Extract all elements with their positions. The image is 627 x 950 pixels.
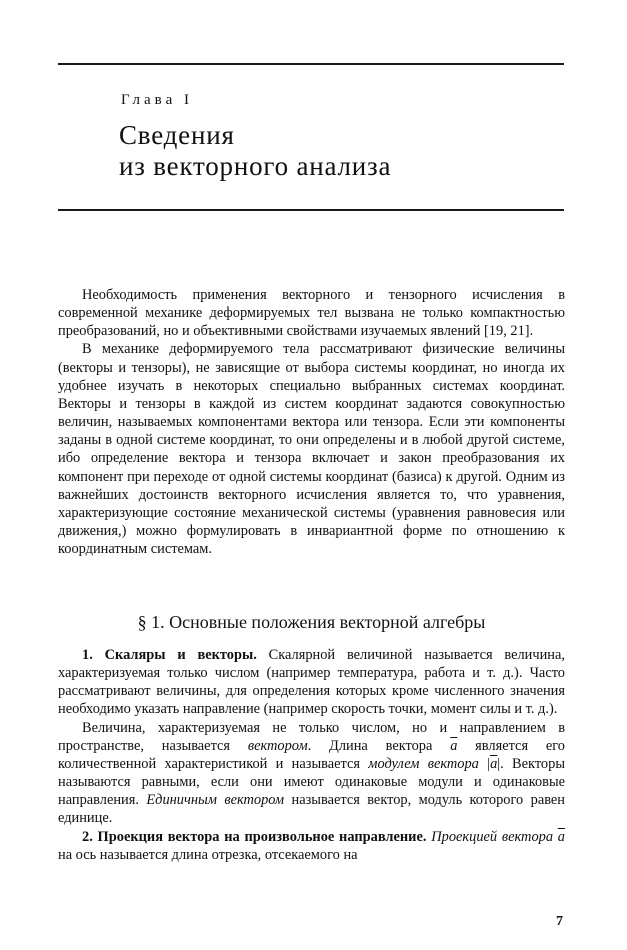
vector-a-symbol: $\overline{a}$ <box>557 828 565 845</box>
section-body <box>58 646 565 864</box>
term-unit-vector: Единичным вектором <box>146 792 285 809</box>
item-2-text: на ось называется длина отрезка, отсекаемого на <box>58 846 358 863</box>
vector-definition-paragraph <box>58 719 565 828</box>
chapter-title <box>119 120 391 182</box>
section-heading: § 1. Основные положения векторной алгебры <box>137 612 486 632</box>
chapter-title-line2: из векторного анализа <box>119 151 392 181</box>
item-1-paragraph <box>58 646 565 719</box>
term-module: модулем вектора <box>368 755 479 772</box>
chapter-title-line1: Сведения <box>119 120 235 150</box>
vector-a-symbol: $\overline{a}$ <box>450 737 458 754</box>
item-1-title: 1. Скаляры и векторы. <box>82 647 257 663</box>
intro-paragraph-1: Необходимость применения векторного и тензорного исчисления в современной механике деформируемых тел вызвана не только компактностью преобразований, но и объективными свойствами изучаемых явлений [19, 21]. <box>58 287 565 340</box>
text-span: называется вектор, модуль которого равен единице. <box>58 792 566 827</box>
item-2-title: 2. Проекция вектора на произвольное направление. <box>82 828 427 845</box>
text-span: |. Векторы называются равными, если они имеют одинаковые модули и одинаковые направления. <box>58 755 565 809</box>
text-span: | <box>478 755 491 772</box>
term-projection: Проекцией вектора <box>426 828 558 845</box>
intro-paragraph-2: В механике деформируемого тела рассматривают физические величины (векторы и тензоры), не зависящие от выбора системы координат, но иногда их удобнее изучать в некоторых специально выбранных системах координат. Векторы и тензоры в каждой из систем координат задаются совокупностью величин, называемых компонентами вектора или тензора. Если эти компоненты заданы в одной системе координат, то они определены и в любой другой системе, ибо определение вектора и тензора включает и закон преобразования их компонент при переходе от одной системы координат (базиса) к другой. Одним из важнейших достоинств векторного исчисления является то, что уравнения, характеризующие состояние механической системы (уравнения равновесия или движения,) можно формулировать в инвариантной форме по отношению к координатным системам. <box>58 341 565 558</box>
chapter-label: Глава I <box>121 92 193 108</box>
text-span: . Длина вектора <box>307 737 451 754</box>
vector-a-symbol: $\overline{a}$ <box>490 755 498 772</box>
item-2-paragraph <box>58 828 565 864</box>
item-1-text: Скалярной величиной называется величина, характеризуемая только числом (например температура, работа и т. д.). Часто рассматривают величины, для определения которых кроме численного значения необходимо указать направление (например скорость точки, момент силы и т. д.). <box>58 647 565 718</box>
top-rule <box>58 63 564 65</box>
page-number: 7 <box>556 914 563 929</box>
bottom-rule <box>58 209 564 211</box>
term-vector: вектором <box>247 737 308 754</box>
intro-text <box>58 286 565 558</box>
text-span: является его количественной характеристикой и называется <box>58 737 565 772</box>
text-span: Величина, характеризуемая не только числом, но и направлением в пространстве, называется <box>58 719 565 754</box>
